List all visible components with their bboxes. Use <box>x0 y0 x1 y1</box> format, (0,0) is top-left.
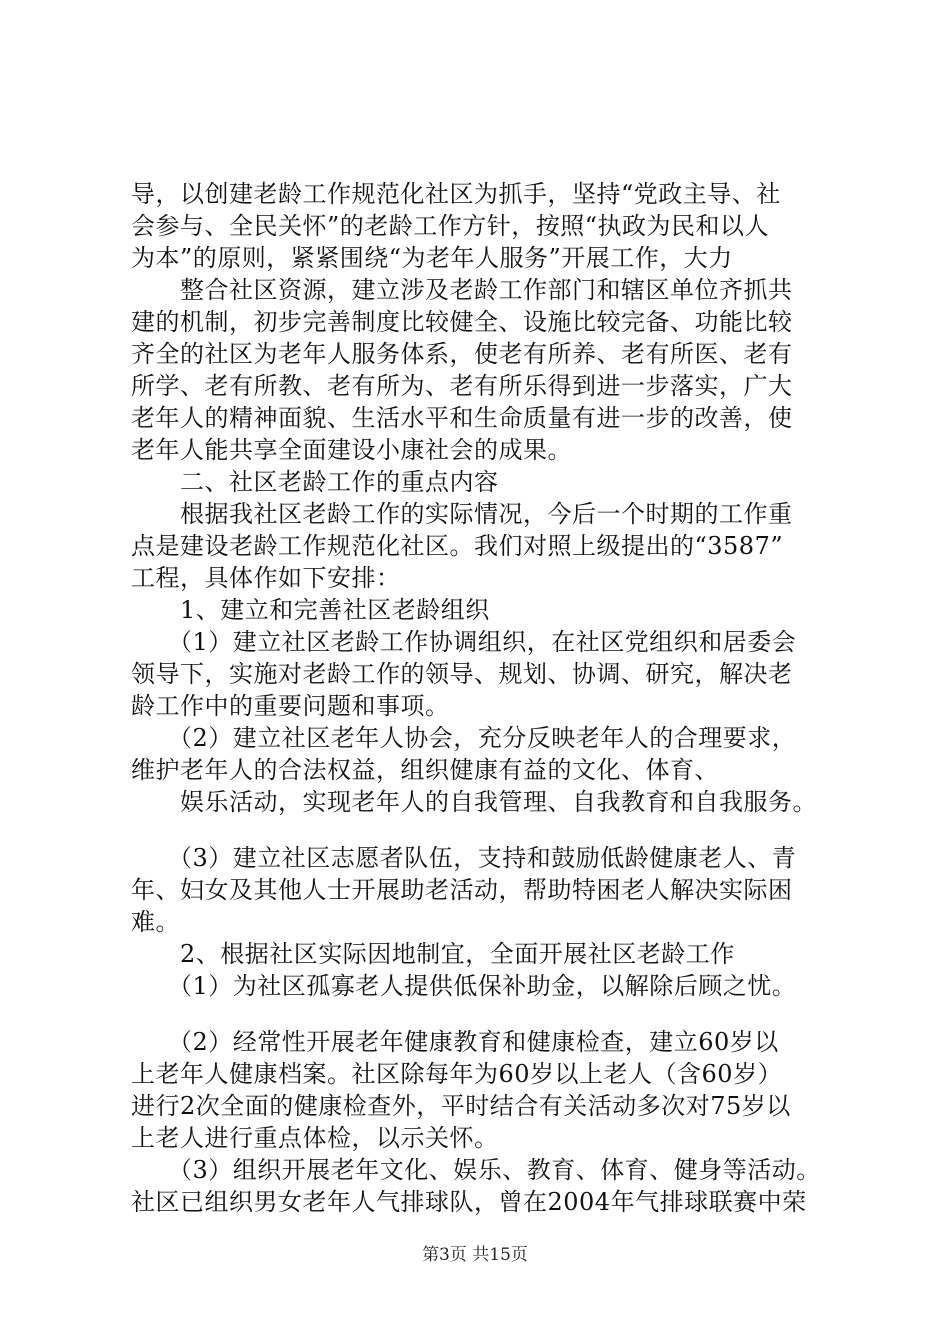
text-line: 年、妇女及其他人士开展助老活动，帮助特困老人解决实际困 <box>131 876 793 904</box>
text-line: （1）为社区孤寡老人提供低保补助金，以解除后顾之忧。 <box>131 972 797 1000</box>
text-line: 维护老年人的合法权益，组织健康有益的文化、体育、 <box>131 756 719 784</box>
text-line: 龄工作中的重要问题和事项。 <box>131 692 450 720</box>
section-heading: 二、社区老龄工作的重点内容 <box>131 468 499 496</box>
text-line: 工程，具体作如下安排： <box>131 564 401 592</box>
text-line: 导，以创建老龄工作规范化社区为抓手，坚持“党政主导、社 <box>131 180 781 208</box>
text-line: 社区已组织男女老年人气排球队，曾在2004年气排球联赛中荣 <box>131 1188 807 1216</box>
subsection-heading: 1、建立和完善社区老龄组织 <box>131 596 490 624</box>
text-line: 老年人的精神面貌、生活水平和生命质量有进一步的改善，使 <box>131 404 793 432</box>
text-line: （2）建立社区老年人协会，充分反映老年人的合理要求， <box>131 724 797 752</box>
text-line: 点是建设老龄工作规范化社区。我们对照上级提出的“3587” <box>131 532 784 560</box>
text-line: 根据我社区老龄工作的实际情况，今后一个时期的工作重 <box>131 500 793 528</box>
text-line: 建的机制，初步完善制度比较健全、设施比较完备、功能比较 <box>131 308 793 336</box>
text-line: 领导下，实施对老龄工作的领导、规划、协调、研究，解决老 <box>131 660 793 688</box>
subsection-heading: 2、根据社区实际因地制宜，全面开展社区老龄工作 <box>131 940 735 968</box>
text-line: 会参与、全民关怀”的老龄工作方针，按照“执政为民和以人 <box>131 212 770 240</box>
text-line: 齐全的社区为老年人服务体系，使老有所养、老有所医、老有 <box>131 340 793 368</box>
text-line: 上老年人健康档案。社区除每年为60岁以上老人（含60岁） <box>131 1060 783 1088</box>
text-line: （1）建立社区老龄工作协调组织，在社区党组织和居委会 <box>131 628 797 656</box>
text-line: 为本”的原则，紧紧围绕“为老年人服务”开展工作，大力 <box>131 244 733 272</box>
text-line: 上老人进行重点体检，以示关怀。 <box>131 1124 499 1152</box>
text-line: 进行2次全面的健康检查外，平时结合有关活动多次对75岁以 <box>131 1092 791 1120</box>
text-line: 整合社区资源，建立涉及老龄工作部门和辖区单位齐抓共 <box>131 276 793 304</box>
text-line: 所学、老有所教、老有所为、老有所乐得到进一步落实，广大 <box>131 372 793 400</box>
text-line: （3）建立社区志愿者队伍，支持和鼓励低龄健康老人、青 <box>131 844 797 872</box>
text-line: （3）组织开展老年文化、娱乐、教育、体育、健身等活动。 <box>131 1156 821 1184</box>
text-line: 娱乐活动，实现老年人的自我管理、自我教育和自我服务。 <box>131 788 817 816</box>
text-line: 难。 <box>131 908 180 936</box>
page-number-footer: 第3页 共15页 <box>422 1245 528 1265</box>
text-line: 老年人能共享全面建设小康社会的成果。 <box>131 436 572 464</box>
text-line: （2）经常性开展老年健康教育和健康检查，建立60岁以 <box>131 1028 779 1056</box>
